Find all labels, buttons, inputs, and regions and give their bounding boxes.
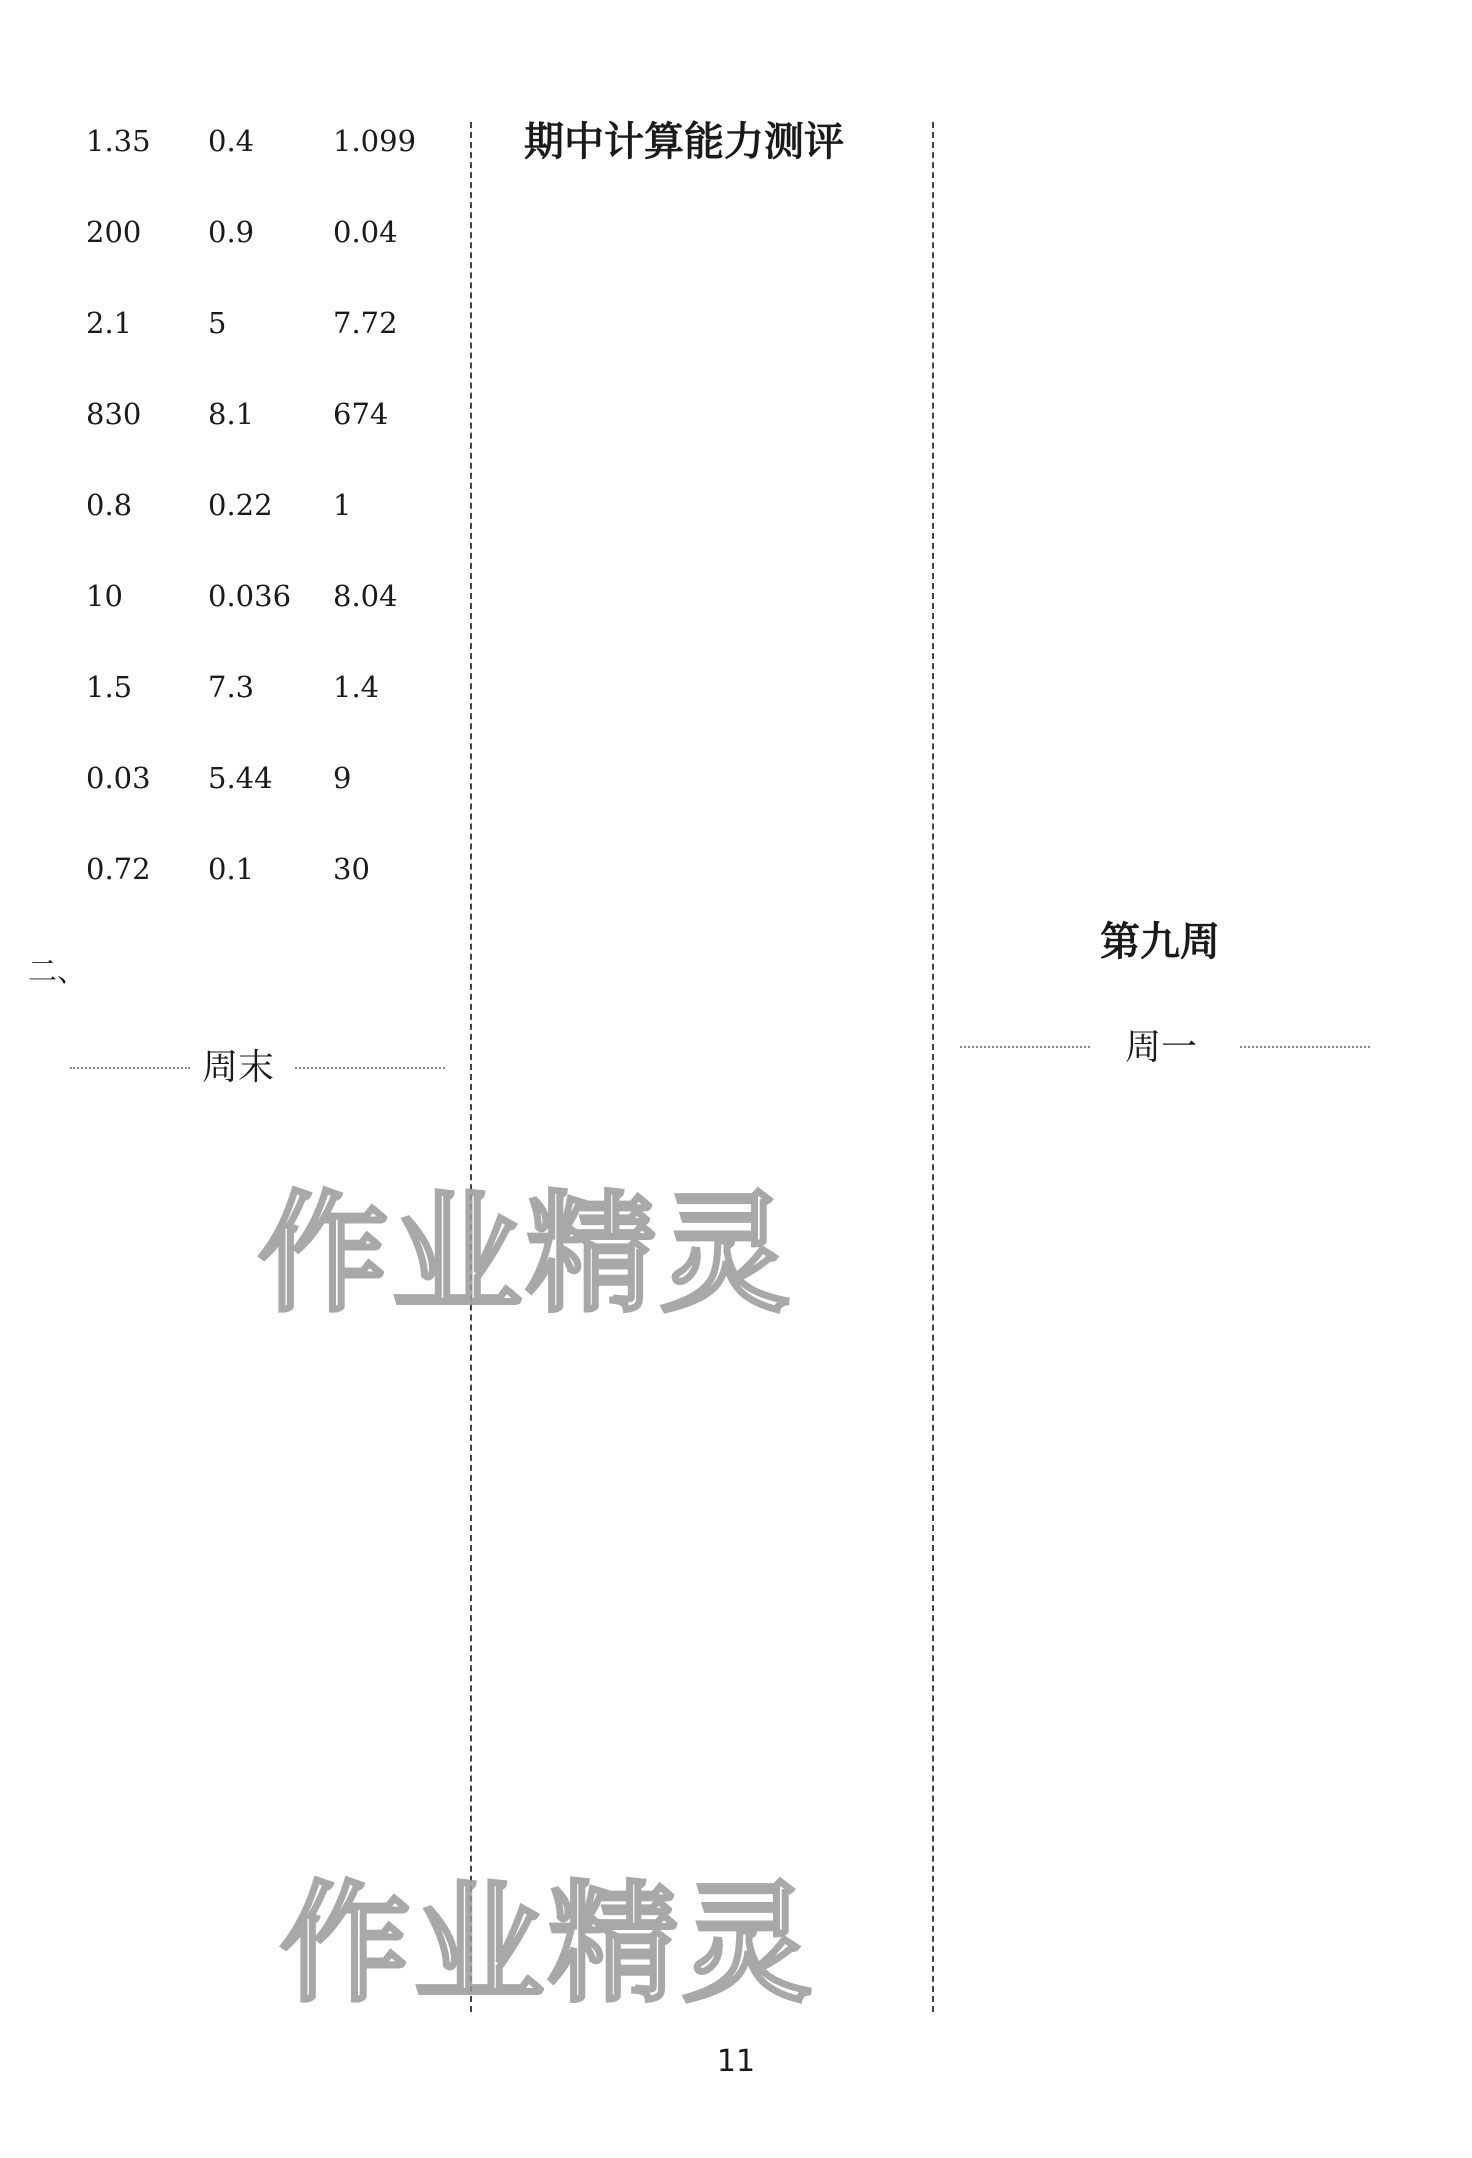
weekend-divider-left — [70, 1067, 190, 1069]
answer-value: 0.03 — [86, 761, 151, 795]
answer-value: 0.72 — [86, 852, 151, 886]
answer-value: 1.5 — [86, 670, 133, 704]
page-number: 11 — [716, 2044, 756, 2079]
column-divider-right — [932, 122, 934, 2012]
midterm-title: 期中计算能力测评 — [524, 119, 844, 165]
answer-value: 7.3 — [208, 670, 255, 704]
answer-value: 1 — [333, 488, 352, 522]
watermark-stamp: 作业精灵 — [258, 1178, 795, 1330]
answer-value: 0.1 — [208, 852, 255, 886]
answer-value: 0.8 — [86, 488, 133, 522]
section-label: 二、 — [28, 954, 87, 988]
column-divider-left — [470, 122, 472, 2012]
answer-value: 7.72 — [333, 306, 398, 340]
answer-value: 2.1 — [86, 306, 133, 340]
answer-value: 1.35 — [86, 124, 151, 158]
weekend-divider-right — [295, 1067, 445, 1069]
answer-value: 5 — [208, 306, 227, 340]
answer-value: 674 — [333, 397, 389, 431]
answer-value: 0.036 — [208, 579, 292, 613]
answer-value: 10 — [86, 579, 123, 613]
answer-value: 8.1 — [208, 397, 255, 431]
answer-value: 1.099 — [333, 124, 417, 158]
watermark-stamp: 作业精灵 — [280, 1868, 817, 2020]
answer-value: 30 — [333, 852, 370, 886]
answer-value: 9 — [333, 761, 352, 795]
answer-value: 8.04 — [333, 579, 398, 613]
answer-value: 1.4 — [333, 670, 380, 704]
answer-value: 830 — [86, 397, 142, 431]
answer-value: 0.04 — [333, 215, 398, 249]
answer-value: 0.22 — [208, 488, 273, 522]
monday-title: 周一 — [1125, 1027, 1198, 1068]
weekend-title: 周末 — [202, 1047, 275, 1088]
answer-value: 0.4 — [208, 124, 255, 158]
week-nine-title: 第九周 — [1100, 919, 1220, 965]
day-divider-left — [960, 1046, 1090, 1048]
answer-value: 0.9 — [208, 215, 255, 249]
answer-value: 5.44 — [208, 761, 273, 795]
day-divider-right — [1240, 1046, 1370, 1048]
answer-value: 200 — [86, 215, 142, 249]
